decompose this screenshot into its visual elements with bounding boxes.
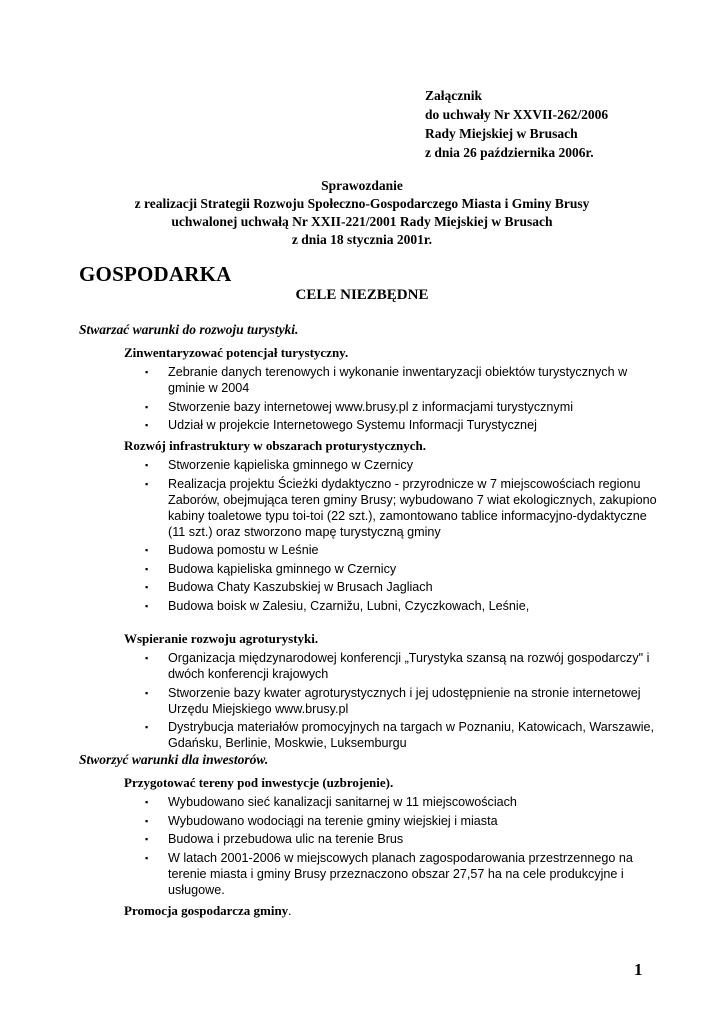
section-subheading bbox=[0, 287, 724, 304]
list-item bbox=[142, 598, 662, 614]
subgoal-title-suffix: . bbox=[288, 903, 292, 918]
list-item bbox=[142, 650, 662, 682]
bullet-icon: ▪ bbox=[145, 563, 149, 574]
list-item-text: Stworzenie bazy kwater agroturystycznych i jej udostępnienie na stronie internetowej Urzędu Miejskiego www.brusy.pl bbox=[168, 685, 641, 716]
subgoal-title-text: Promocja gospodarcza gminy bbox=[124, 903, 289, 918]
section-heading: GOSPODARKA bbox=[79, 262, 232, 286]
report-title-line: Sprawozdanie bbox=[321, 178, 403, 193]
list-item bbox=[142, 417, 662, 433]
report-title bbox=[0, 177, 724, 249]
list-item bbox=[142, 542, 662, 558]
page-number: 1 bbox=[634, 960, 643, 979]
list-item-text: Stworzenie bazy internetowej www.brusy.pl z informacjami turystycznymi bbox=[168, 399, 573, 414]
list-item-text: Budowa i przebudowa ulic na terenie Brus bbox=[168, 832, 404, 846]
bullet-icon: ▪ bbox=[145, 420, 149, 430]
list-item-text: Realizacja projektu Ścieżki dydaktyczno - przyrodnicze w 7 miejscowościach regionu Zaborów, obejmująca teren gminy Brusy; wybudowano 7 wiat ekologicznych, zakupiono kabiny toaletowe typu toi-toi (22 szt.), zamontowano tablice informacyjno-dydaktyczne (11 szt.) oraz stworzono mapę turystyczną gminy bbox=[168, 476, 657, 539]
bullet-icon: ▪ bbox=[145, 545, 149, 555]
list-item bbox=[142, 850, 662, 898]
list-item-text: Stworzenie kąpieliska gminnego w Czernicy bbox=[168, 458, 413, 472]
header-line: Rady Miejskiej w Brusach bbox=[425, 126, 578, 141]
section-subheading-text: CELE NIEZBĘDNE bbox=[295, 287, 429, 303]
list-item bbox=[142, 399, 662, 415]
list-item-text: Organizacja międzynarodowej konferencji „Turystyka szansą na rozwój gospodarczy" i dwóch konferencji krajowych bbox=[168, 651, 650, 681]
bullet-icon: ▪ bbox=[145, 460, 149, 470]
report-title-line: z realizacji Strategii Rozwoju Społeczno-Gospodarczego Miasta i Gminy Brusy bbox=[134, 196, 590, 211]
subgoal-list bbox=[142, 794, 662, 900]
bullet-icon: ▪ bbox=[145, 653, 149, 663]
bullet-icon: ▪ bbox=[145, 834, 149, 844]
list-item-text: Zebranie danych terenowych i wykonanie inwentaryzacji obiektów turystycznych w gminie w 2004 bbox=[168, 365, 628, 395]
report-title-line: uchwalonej uchwałą Nr XXII-221/2001 Rady Miejskiej w Brusach bbox=[171, 214, 553, 229]
list-item-text: Wybudowano wodociągi na terenie gminy wiejskiej i miasta bbox=[168, 813, 498, 828]
subgoal-title: Wspieranie rozwoju agroturystyki. bbox=[124, 631, 319, 646]
bullet-icon: ▪ bbox=[145, 815, 149, 826]
list-item-text: Budowa boisk w Zalesiu, Czarnižu, Lubni, Czyczkowach, Leśnie, bbox=[168, 598, 530, 613]
bullet-icon: ▪ bbox=[145, 401, 149, 412]
subgoal-title: Zinwentaryzować potencjał turystyczny. bbox=[124, 345, 349, 360]
list-item bbox=[142, 813, 662, 829]
bullet-icon: ▪ bbox=[145, 852, 149, 863]
list-item-text: W latach 2001-2006 w miejscowych planach zagospodarowania przestrzennego na terenie miasta i gminy Brusy przeznaczono obszar 27,57 ha na cele produkcyjne i usługowe. bbox=[168, 850, 633, 897]
goal-title: Stwarzać warunki do rozwoju turystyki. bbox=[79, 322, 299, 337]
attachment-header bbox=[425, 86, 608, 162]
list-item-text: Budowa Chaty Kaszubskiej w Brusach Jagliach bbox=[168, 580, 433, 594]
bullet-icon: ▪ bbox=[145, 600, 149, 611]
list-item-text: Budowa kąpieliska gminnego w Czernicy bbox=[168, 561, 397, 576]
list-item-text: Dystrybucja materiałów promocyjnych na targach w Poznaniu, Katowicach, Warszawie, Gdańsku, Berlinie, Moskwie, Luksemburgu bbox=[168, 720, 654, 750]
list-item-text: Udział w projekcie Internetowego Systemu Informacji Turystycznej bbox=[168, 418, 537, 432]
bullet-icon: ▪ bbox=[145, 687, 149, 698]
list-item bbox=[142, 794, 662, 810]
bullet-icon: ▪ bbox=[145, 582, 149, 592]
header-line: do uchwały Nr XXVII-262/2006 bbox=[425, 107, 609, 122]
list-item bbox=[142, 719, 662, 751]
header-line: Załącznik bbox=[425, 88, 483, 103]
list-item bbox=[142, 579, 662, 595]
list-item-text: Wybudowano sieć kanalizacji sanitarnej w 11 miejscowościach bbox=[168, 795, 517, 809]
subgoal-list bbox=[142, 364, 662, 436]
subgoal-title: Przygotować tereny pod inwestycje (uzbrojenie). bbox=[124, 775, 394, 790]
bullet-icon: ▪ bbox=[145, 478, 149, 489]
list-item bbox=[142, 364, 662, 396]
header-line: z dnia 26 października 2006r. bbox=[425, 145, 594, 160]
list-item bbox=[142, 685, 662, 717]
bullet-icon: ▪ bbox=[145, 722, 149, 732]
bullet-icon: ▪ bbox=[145, 797, 149, 807]
bullet-icon: ▪ bbox=[145, 367, 149, 377]
list-item bbox=[142, 476, 662, 540]
report-title-line: z dnia 18 stycznia 2001r. bbox=[291, 232, 433, 247]
list-item bbox=[142, 457, 662, 473]
subgoal-list bbox=[142, 457, 662, 616]
subgoal-title bbox=[124, 903, 291, 919]
goal-title: Stworzyć warunki dla inwestorów. bbox=[79, 752, 269, 767]
list-item-text: Budowa pomostu w Leśnie bbox=[168, 543, 319, 557]
subgoal-list bbox=[142, 650, 662, 754]
list-item bbox=[142, 831, 662, 847]
list-item bbox=[142, 561, 662, 577]
subgoal-title: Rozwój infrastruktury w obszarach proturystycznych. bbox=[124, 438, 426, 453]
